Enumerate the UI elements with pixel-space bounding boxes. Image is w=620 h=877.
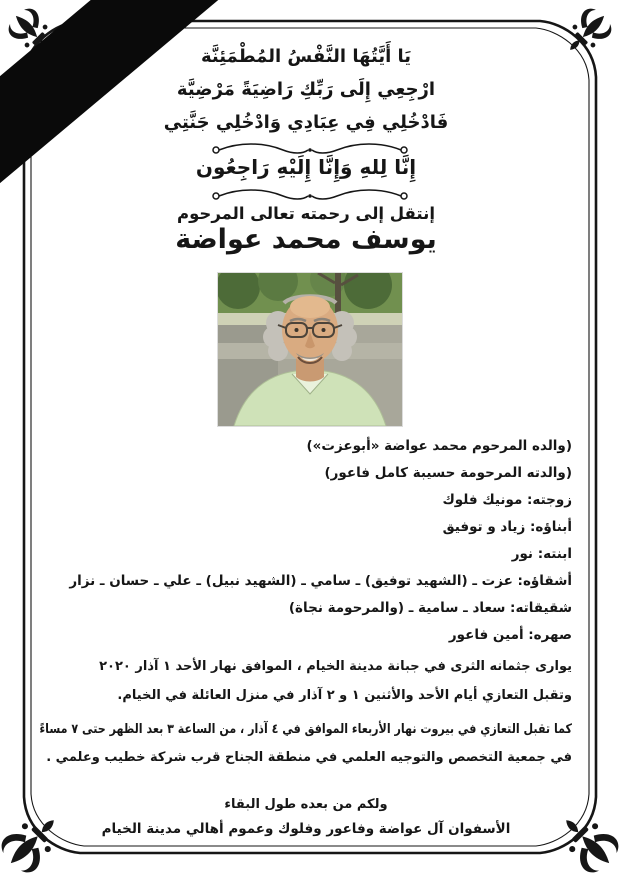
deceased-photo xyxy=(217,272,403,427)
istirja-text: إِنَّا لِلهِ وَإِنَّا إِلَيْهِ رَاجِعُون xyxy=(195,155,417,179)
family-line-wife: زوجته: مونيك فلوك xyxy=(442,492,572,508)
quran-verse-line: يَا أَيَّتُهَا النَّفْسُ المُطْمَئِنَّة xyxy=(200,46,412,67)
burial-line: وتقبل التعازي أيام الأحد والأثنين ١ و ٢ آذار في منزل العائلة في الخيام. xyxy=(117,688,572,703)
family-line-mother: (والدته المرحومة حسيبة كامل فاعور) xyxy=(324,465,572,481)
family-line-sons: أبناؤه: زياد و توفيق xyxy=(442,519,572,535)
quran-verse-line: ارْجِعِي إِلَى رَبِّكِ رَاضِيَةً مَرْضِيَّة xyxy=(176,79,436,100)
family-line-daughter: ابنته: نور xyxy=(511,546,572,562)
family-line-brothers: أشقاؤه: عزت ـ (الشهيد توفيق) ـ سامي ـ (الشهيد نبيل) ـ علي ـ حسان ـ نزار xyxy=(69,573,572,589)
burial-details xyxy=(40,652,572,710)
announcement-intro: إنتقل إلى رحمته تعالى المرحوم xyxy=(176,204,435,223)
family-list xyxy=(40,433,572,649)
scroll-divider-icon xyxy=(0,188,620,204)
mourners-line: الأسفوان آل عواضة وفاعور وفلوك وعموم أهالي مدينة الخيام xyxy=(101,821,511,837)
condolence-line: في جمعية التخصص والتوجيه العلمي في منطقة الجناح قرب شركة خطيب وعلمي . xyxy=(46,750,572,765)
condolence-line: كما تقبل التعازي في بيروت نهار الأربعاء الموافق في ٤ آذار ، من الساعة ٣ بعد الظهر حتى ٧ مساءً xyxy=(39,722,572,737)
family-line-son-in-law: صهره: أمين فاعور xyxy=(448,627,572,643)
family-line-father: (والده المرحوم محمد عواضة «أبوعزت») xyxy=(306,438,572,454)
family-line-sisters: شقيقاته: سعاد ـ سامية ـ (والمرحومة نجاة) xyxy=(288,600,572,616)
deceased-name: يوسف محمد عواضة xyxy=(175,224,437,255)
closing-line: ولكم من بعده طول البقاء xyxy=(224,797,388,812)
burial-line: يوارى جثمانه الثرى في جبانة مدينة الخيام ، الموافق نهار الأحد ١ آذار ٢٠٢٠ xyxy=(99,659,572,674)
quran-verse-line: فَادْخُلِي فِي عِبَادِي وَادْخُلِي جَنَّتِي xyxy=(163,112,449,133)
beirut-condolences xyxy=(40,716,572,772)
